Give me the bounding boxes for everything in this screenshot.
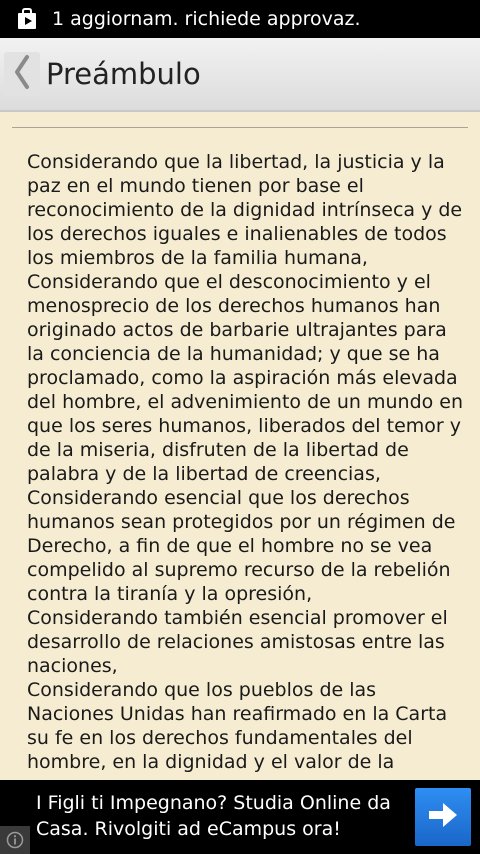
back-button[interactable] <box>4 52 40 96</box>
paragraph: Considerando esencial que los derechos humanos sean protegidos por un régimen de Derecho, a fin de que el hombre no se vea compelido al supremo recurso de la rebelión contra la tiranía y la opresión, <box>27 487 456 605</box>
action-bar <box>0 38 480 112</box>
arrow-right-icon <box>427 801 459 833</box>
status-bar <box>0 0 480 38</box>
paragraph: Considerando que los pueblos de las Naciones Unidas han reafirmado en la Carta su fe en los derechos fundamentales del hombre, en la dignidad y el valor de la <box>27 679 448 773</box>
paragraph: Considerando que el desconocimiento y el menosprecio de los derechos humanos han originado actos de barbarie ultrajantes para la conciencia de la humanidad; y que se ha proclamado, como la aspiración más elevada del hombre, el advenimiento de un mundo en que los seres humanos, liberados del temor y de la miseria, disfruten de la libertad de palabra y de la libertad de creencias, <box>27 271 464 485</box>
play-store-update-icon <box>16 8 38 30</box>
ad-cta-button[interactable] <box>415 788 471 846</box>
chevron-left-icon <box>12 54 32 94</box>
ad-text[interactable]: I Figli ti Impegnano? Studia Online da Casa. Rivolgiti ad eCampus ora! <box>36 792 391 840</box>
page-title: Preámbulo <box>46 57 201 91</box>
notification-text: 1 aggiornam. richiede approvaz. <box>52 8 361 30</box>
preamble-text[interactable] <box>27 150 467 780</box>
paragraph: Considerando también esencial promover el desarrollo de relaciones amistosas entre las naciones, <box>27 607 448 677</box>
paragraph: Considerando que la libertad, la justicia y la paz en el mundo tienen por base el reconocimiento de la dignidad intrínseca y de los derechos iguales e inalienables de todos los miembros de la familia humana, <box>27 151 463 269</box>
ad-banner[interactable] <box>0 780 480 854</box>
content-divider <box>12 127 468 128</box>
info-icon[interactable] <box>0 826 30 854</box>
